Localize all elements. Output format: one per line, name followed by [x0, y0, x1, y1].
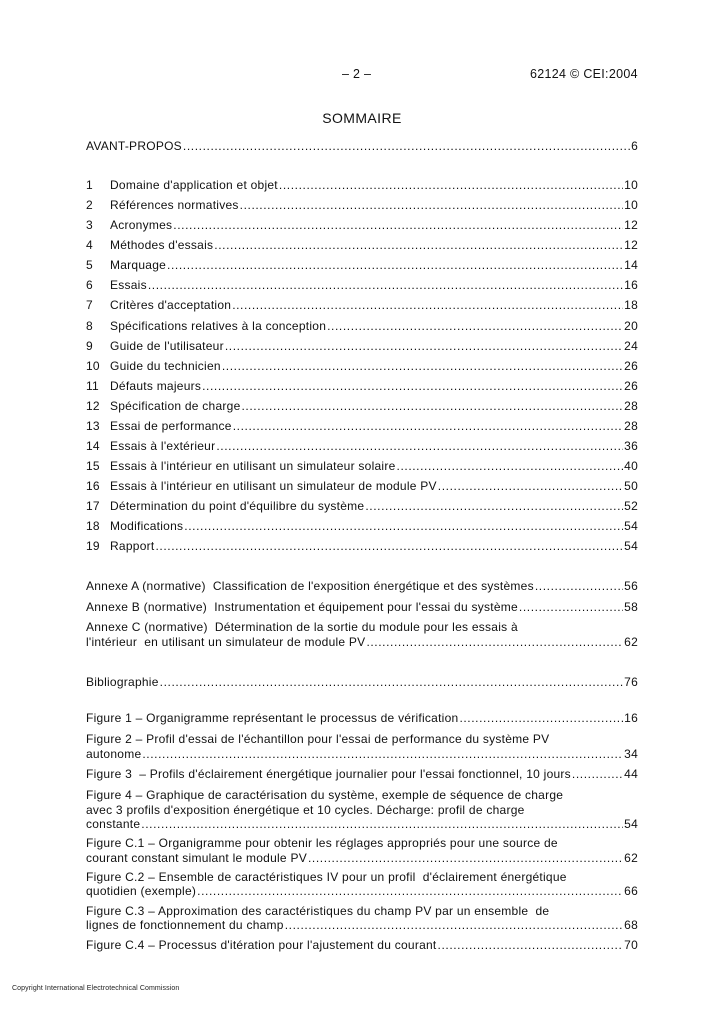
toc-entry-annexe-c-line1[interactable]: Annexe C (normative) Détermination de la sortie du module pour les essais à [86, 620, 518, 634]
toc-entry-label: Modifications [110, 519, 184, 533]
dot-leader [240, 197, 624, 213]
toc-entry-figure-4-line2[interactable]: avec 3 profils d'exposition énergétique et 10 cycles. Décharge: profil de charge [86, 803, 525, 817]
toc-page-number: 70 [624, 938, 638, 952]
toc-page-number: 54 [624, 539, 638, 553]
section-number: 11 [86, 379, 99, 393]
dot-leader [365, 498, 623, 514]
dot-leader [214, 237, 623, 253]
toc-entry-label: Guide du technicien [110, 359, 221, 373]
toc-page-number: 16 [624, 711, 638, 725]
toc-entry-label: Essais à l'intérieur en utilisant un simulateur solaire [110, 459, 396, 473]
copyright-footer: Copyright International Electrotechnical Commission [12, 985, 180, 992]
section-number: 3 [86, 218, 93, 232]
toc-entry-figure-1[interactable] [86, 710, 638, 726]
toc-entry-section-15[interactable] [86, 458, 638, 474]
toc-page-number: 62 [624, 635, 638, 649]
dot-leader [142, 746, 623, 762]
dot-leader [232, 297, 623, 313]
section-number: 9 [86, 339, 93, 353]
toc-entry-section-11[interactable] [86, 378, 638, 394]
toc-entry-label: quotidien (exemple) [86, 884, 197, 898]
dot-leader [155, 538, 623, 554]
toc-page-number: 56 [624, 579, 638, 593]
toc-entry-label: Références normatives [110, 198, 239, 212]
toc-page-number: 54 [624, 519, 638, 533]
dot-leader [308, 850, 623, 866]
toc-entry-label: Bibliographie [86, 675, 159, 689]
dot-leader [216, 438, 623, 454]
toc-page-number: 44 [624, 767, 638, 781]
toc-entry-figure-c4[interactable] [86, 937, 638, 953]
toc-entry-section-12[interactable] [86, 398, 638, 414]
toc-page-number: 10 [624, 178, 638, 192]
dot-leader [141, 816, 623, 832]
toc-page-number: 16 [624, 278, 638, 292]
toc-entry-section-9[interactable] [86, 338, 638, 354]
toc-entry-label: Figure 1 – Organigramme représentant le processus de vérification [86, 711, 459, 725]
toc-page-number: 6 [631, 139, 638, 153]
toc-page-number: 58 [624, 600, 638, 614]
dot-leader [459, 710, 623, 726]
toc-entry-annexe-b[interactable] [86, 599, 638, 615]
toc-page-number: 28 [624, 399, 638, 413]
section-number: 17 [86, 499, 100, 513]
dot-leader [438, 937, 624, 953]
section-number: 16 [86, 479, 100, 493]
section-number: 19 [86, 539, 100, 553]
toc-entry-section-8[interactable] [86, 318, 638, 334]
toc-entry-figure-c1-line1[interactable]: Figure C.1 – Organigramme pour obtenir les réglages appropriés pour une source de [86, 836, 558, 850]
section-number: 12 [86, 399, 100, 413]
toc-entry-figure-4[interactable] [86, 816, 638, 832]
toc-page-number: 20 [624, 319, 638, 333]
section-number: 4 [86, 238, 93, 252]
section-number: 15 [86, 459, 100, 473]
toc-entry-label: autonome [86, 747, 142, 761]
toc-entry-label: Défauts majeurs [110, 379, 202, 393]
dot-leader [148, 277, 623, 293]
toc-entry-label: courant constant simulant le module PV [86, 851, 307, 865]
dot-leader [438, 478, 623, 494]
dot-leader [366, 634, 623, 650]
dot-leader [197, 883, 623, 899]
dot-leader [327, 318, 623, 334]
toc-entry-section-6[interactable] [86, 277, 638, 293]
toc-page-number: 40 [624, 459, 638, 473]
dot-leader [233, 418, 623, 434]
toc-entry-avant-propos[interactable] [86, 138, 638, 154]
dot-leader [222, 358, 623, 374]
toc-entry-label: Figure 3 – Profils d'éclairement énergétique journalier pour l'essai fonctionnel, 10 jours [86, 767, 571, 781]
toc-entry-label: Domaine d'application et objet [110, 178, 278, 192]
dot-leader [285, 917, 623, 933]
toc-entry-label: AVANT-PROPOS [86, 139, 182, 153]
toc-entry-figure-c2-line1[interactable]: Figure C.2 – Ensemble de caractéristiques IV pour un profil d'éclairement énergétique [86, 870, 567, 884]
dot-leader [202, 378, 623, 394]
toc-entry-section-18[interactable] [86, 518, 638, 534]
toc-page-number: 12 [624, 238, 638, 252]
toc-entry-section-3[interactable] [86, 217, 638, 233]
section-number: 1 [86, 178, 93, 192]
toc-entry-section-2[interactable] [86, 197, 638, 213]
toc-entry-figure-c3[interactable] [86, 917, 638, 933]
toc-page-number: 52 [624, 499, 638, 513]
section-number: 18 [86, 519, 100, 533]
dot-leader [173, 217, 623, 233]
toc-entry-figure-c1[interactable] [86, 850, 638, 866]
dot-leader [184, 518, 623, 534]
toc-entry-label: Essai de performance [110, 419, 232, 433]
toc-entry-section-5[interactable] [86, 257, 638, 273]
toc-entry-label: constante [86, 817, 141, 831]
toc-entry-annexe-c[interactable] [86, 634, 638, 650]
dot-leader [519, 599, 623, 615]
section-number: 13 [86, 419, 100, 433]
toc-entry-figure-4-line1[interactable]: Figure 4 – Graphique de caractérisation du système, exemple de séquence de charge [86, 788, 564, 802]
section-number: 2 [86, 198, 93, 212]
toc-page-number: 66 [624, 884, 638, 898]
toc-page-number: 76 [624, 675, 638, 689]
dot-leader [535, 578, 623, 594]
toc-entry-label: Essais à l'extérieur [110, 439, 216, 453]
section-number: 5 [86, 258, 93, 272]
dot-leader [167, 257, 623, 273]
toc-entry-label: Critères d'acceptation [110, 298, 232, 312]
toc-entry-label: Marquage [110, 258, 167, 272]
dot-leader [397, 458, 624, 474]
toc-entry-bibliographie[interactable] [86, 674, 638, 690]
dot-leader [225, 338, 623, 354]
toc-entry-section-7[interactable] [86, 297, 638, 313]
toc-entry-label: Spécification de charge [110, 399, 241, 413]
toc-entry-section-4[interactable] [86, 237, 638, 253]
dot-leader [572, 766, 623, 782]
toc-entry-label: Annexe A (normative) Classification de l'exposition énergétique et des systèmes [86, 579, 534, 593]
toc-page-number: 62 [624, 851, 638, 865]
toc-page-number: 36 [624, 439, 638, 453]
toc-entry-label: Figure C.4 – Processus d'itération pour l'ajustement du courant [86, 938, 437, 952]
toc-entry-section-13[interactable] [86, 418, 638, 434]
toc-entry-section-16[interactable] [86, 478, 638, 494]
toc-entry-label: Guide de l'utilisateur [110, 339, 224, 353]
toc-page-number: 14 [624, 258, 638, 272]
toc-entry-figure-c2[interactable] [86, 883, 638, 899]
document-reference: 62124 © CEI:2004 [530, 67, 638, 81]
section-number: 10 [86, 359, 100, 373]
toc-page-number: 10 [624, 198, 638, 212]
section-number: 7 [86, 298, 93, 312]
toc-page-number: 68 [624, 918, 638, 932]
toc-entry-label: Essais [110, 278, 147, 292]
toc-entry-section-10[interactable] [86, 358, 638, 374]
toc-page-number: 26 [624, 379, 638, 393]
toc-entry-label: Annexe B (normative) Instrumentation et équipement pour l'essai du système [86, 600, 518, 614]
dot-leader [279, 177, 623, 193]
toc-entry-label: Détermination du point d'équilibre du système [110, 499, 365, 513]
section-number: 8 [86, 319, 93, 333]
toc-page-number: 24 [624, 339, 638, 353]
toc-entry-figure-c3-line1[interactable]: Figure C.3 – Approximation des caractéristiques du champ PV par un ensemble de [86, 904, 550, 918]
toc-page-number: 54 [624, 817, 638, 831]
dot-leader [183, 138, 630, 154]
toc-entry-label: lignes de fonctionnement du champ [86, 918, 284, 932]
toc-entry-label: Méthodes d'essais [110, 238, 214, 252]
toc-page-number: 18 [624, 298, 638, 312]
toc-entry-label: Rapport [110, 539, 155, 553]
toc-entry-section-1[interactable] [86, 177, 638, 193]
section-number: 6 [86, 278, 93, 292]
toc-entry-figure-2-line1[interactable]: Figure 2 – Profil d'essai de l'échantillon pour l'essai de performance du système PV [86, 732, 550, 746]
table-of-contents [86, 0, 638, 1024]
dot-leader [242, 398, 624, 414]
toc-entry-section-14[interactable] [86, 438, 638, 454]
toc-page-number: 28 [624, 419, 638, 433]
toc-entry-figure-2[interactable] [86, 746, 638, 762]
page-title: SOMMAIRE [322, 110, 402, 126]
toc-entry-label: l'intérieur en utilisant un simulateur de module PV [86, 635, 366, 649]
section-number: 14 [86, 439, 100, 453]
toc-page-number: 26 [624, 359, 638, 373]
toc-entry-section-19[interactable] [86, 538, 638, 554]
toc-entry-section-17[interactable] [86, 498, 638, 514]
dot-leader [160, 674, 624, 690]
toc-page-number: 34 [624, 747, 638, 761]
toc-page-number: 50 [624, 479, 638, 493]
toc-entry-label: Essais à l'intérieur en utilisant un simulateur de module PV [110, 479, 437, 493]
toc-entry-label: Acronymes [110, 218, 173, 232]
toc-page-number: 12 [624, 218, 638, 232]
toc-entry-label: Spécifications relatives à la conception [110, 319, 327, 333]
toc-entry-figure-3[interactable] [86, 766, 638, 782]
page-number: – 2 – [342, 67, 372, 81]
toc-entry-annexe-a[interactable] [86, 578, 638, 594]
